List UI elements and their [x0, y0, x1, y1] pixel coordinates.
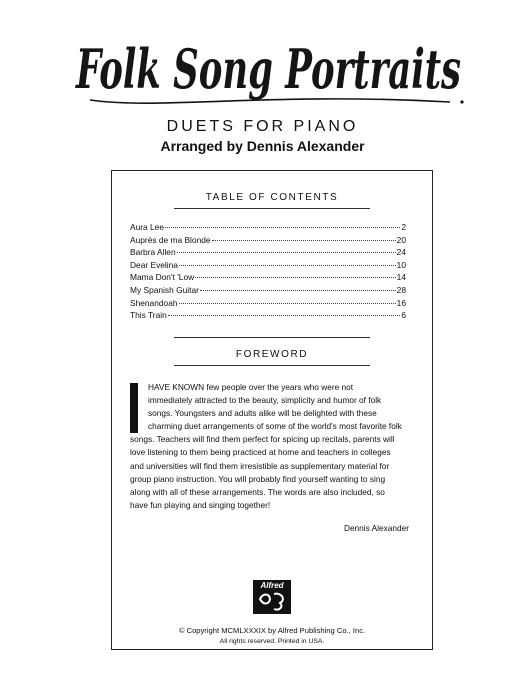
title-dot — [460, 100, 463, 103]
toc-item-page: 28 — [396, 284, 406, 295]
toc-item-page: 20 — [396, 234, 406, 245]
arranger-credit: Arranged by Dennis Alexander — [160, 138, 365, 154]
foreword-body — [130, 381, 410, 512]
toc-item-page: 2 — [401, 222, 406, 232]
toc-leader — [195, 277, 395, 278]
foreword-line: immediately attracted to the beauty, simplicity and humor of folk — [148, 395, 382, 406]
toc-leader — [212, 240, 396, 241]
toc-list — [130, 221, 406, 322]
foreword-divider-top — [174, 337, 370, 338]
toc-item[interactable] — [130, 259, 406, 272]
toc-leader — [179, 303, 396, 304]
toc-item-name: Shenandoah — [130, 297, 178, 308]
toc-leader — [200, 290, 396, 291]
toc-item[interactable] — [130, 309, 406, 322]
toc-divider — [174, 208, 370, 209]
toc-item[interactable] — [130, 221, 406, 234]
foreword-signature: Dennis Alexander — [343, 523, 409, 533]
content-frame — [111, 170, 433, 650]
foreword-line: HAVE KNOWN few people over the years who were not — [148, 382, 354, 392]
toc-item-name: My Spanish Guitar — [130, 284, 199, 295]
toc-leader — [168, 315, 401, 316]
toc-item-name: This Train — [130, 310, 167, 321]
foreword-line: songs. Youngsters and adults alike will be delighted with these — [148, 408, 377, 419]
toc-leader — [179, 265, 396, 266]
toc-item-name: Dear Evelina — [130, 259, 178, 270]
rights-line: All rights reserved. Printed in USA. — [219, 638, 325, 645]
foreword-line: and universities will find them irresistible as supplementary material for — [130, 460, 390, 471]
toc-item-name: Mama Don't 'Low — [130, 272, 195, 283]
foreword-line: charming duet arrangements of some of the world's most favorite folk — [148, 421, 402, 432]
logo-wordmark: Alfred — [260, 581, 284, 590]
toc-item-page: 14 — [396, 272, 406, 283]
dropcap-letter — [130, 383, 138, 433]
toc-item-name: Auprès de ma Blonde — [130, 234, 211, 245]
toc-item-page: 10 — [396, 259, 406, 270]
toc-item-name: Barbra Allen — [130, 247, 176, 258]
foreword-line: love listening to them being practiced at home and teachers in colleges — [130, 447, 391, 458]
foreword-divider-bottom — [174, 365, 370, 366]
title-logo — [70, 22, 470, 117]
foreword-heading: FOREWORD — [235, 349, 309, 360]
toc-item[interactable] — [130, 271, 406, 284]
publisher-logo — [252, 579, 292, 615]
toc-item[interactable] — [130, 284, 406, 297]
subtitle: DUETS FOR PIANO — [166, 118, 359, 135]
toc-item[interactable] — [130, 234, 406, 247]
toc-item-name: Aura Lee — [130, 222, 164, 232]
toc-item-page: 16 — [396, 297, 406, 308]
foreword-line: songs. Teachers will find them perfect for spicing up recitals, parents will — [130, 434, 395, 445]
toc-item-page: 24 — [396, 247, 406, 258]
title-text: Folk Song Portraits — [74, 37, 461, 101]
foreword-line: group piano instruction. You will probably find yourself wanting to sing — [130, 473, 386, 484]
toc-item-page: 6 — [401, 310, 406, 321]
foreword-line: have fun playing and singing together! — [130, 499, 271, 510]
foreword-line: along with all of these arrangements. The words are also included, so — [130, 486, 385, 497]
toc-item[interactable] — [130, 297, 406, 310]
toc-leader — [177, 252, 396, 253]
toc-item[interactable] — [130, 246, 406, 259]
toc-heading: TABLE OF CONTENTS — [205, 192, 339, 203]
toc-leader — [165, 227, 400, 228]
copyright-line: © Copyright MCMLXXXIX by Alfred Publishing Co., Inc. — [178, 626, 366, 635]
